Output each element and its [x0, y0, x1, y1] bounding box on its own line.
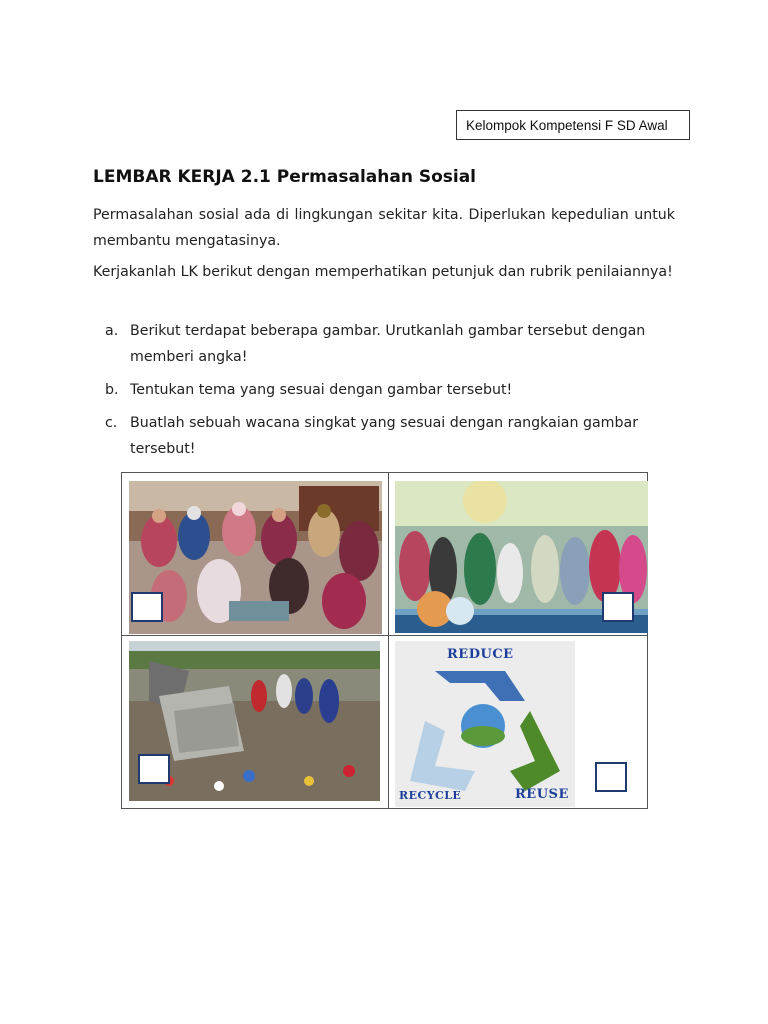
- intro-paragraph: Permasalahan sosial ada di lingkungan sekitar kita. Diperlukan kepedulian untuk membantu mengatasinya.: [93, 207, 675, 249]
- competency-group-label: Kelompok Kompetensi F SD Awal: [456, 110, 690, 140]
- grid-divider: [388, 473, 389, 808]
- recycle-word-recycle: RECYCLE: [399, 789, 462, 802]
- recycle-word-reduce: REDUCE: [447, 647, 514, 662]
- task-paragraph: Kerjakanlah LK berikut dengan memperhatikan petunjuk dan rubrik penilaiannya!: [93, 264, 673, 280]
- instruction-item: [93, 410, 653, 462]
- order-answer-box[interactable]: [138, 754, 170, 784]
- instruction-text: Buatlah sebuah wacana singkat yang sesuai dengan rangkaian gambar tersebut!: [130, 415, 639, 457]
- instruction-marker: a.: [105, 323, 119, 339]
- order-answer-box[interactable]: [131, 592, 163, 622]
- order-answer-box[interactable]: [595, 762, 627, 792]
- instruction-text: Tentukan tema yang sesuai dengan gambar tersebut!: [130, 382, 513, 398]
- recycle-word-reuse: REUSE: [515, 787, 569, 802]
- image-grid: [121, 472, 648, 809]
- grid-divider: [122, 635, 647, 636]
- worksheet-title: LEMBAR KERJA 2.1 Permasalahan Sosial: [93, 167, 477, 187]
- instruction-list: [93, 318, 653, 469]
- instruction-item: [93, 318, 653, 370]
- instruction-text: Berikut terdapat beberapa gambar. Urutkanlah gambar tersebut dengan memberi angka!: [130, 323, 646, 365]
- photo-community-women: [129, 481, 382, 634]
- instruction-item: [93, 377, 653, 403]
- image-recycle-logo: [395, 641, 575, 807]
- instruction-marker: c.: [105, 415, 118, 431]
- order-answer-box[interactable]: [602, 592, 634, 622]
- instruction-marker: b.: [105, 382, 119, 398]
